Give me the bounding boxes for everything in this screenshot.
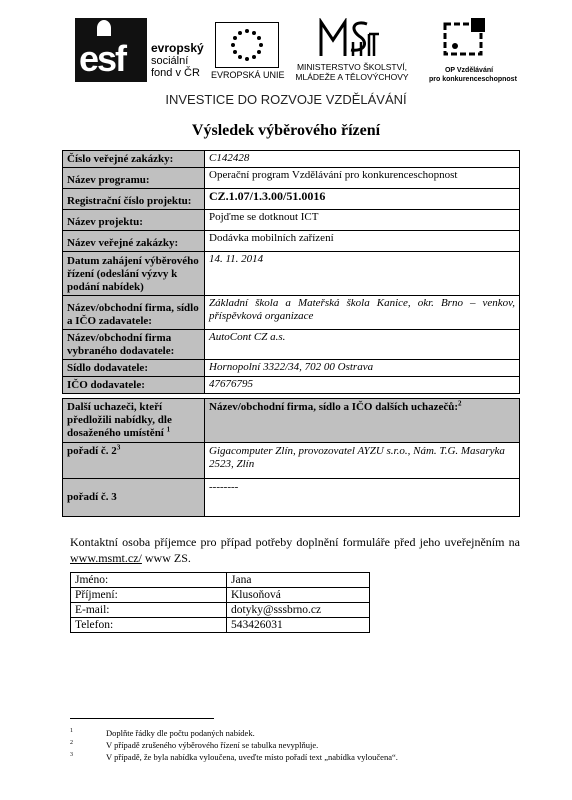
row-value: AutoCont CZ a.s.: [205, 330, 520, 360]
footnote-ref: 1: [166, 425, 171, 434]
table-row: [63, 252, 520, 296]
row-value: 47676795: [205, 377, 520, 394]
table-row: [71, 588, 370, 603]
logo-bar: [75, 18, 517, 88]
row-label: Název veřejné zakázky:: [63, 231, 205, 252]
row-label: Číslo veřejné zakázky:: [63, 151, 205, 168]
row-label: Název/obchodní firma vybraného dodavatele:: [63, 330, 205, 360]
esf-logo-text: esf: [79, 38, 126, 79]
row-value: Hornopolní 3322/34, 702 00 Ostrava: [205, 360, 520, 377]
contact-value: 543426031: [227, 618, 370, 633]
eu-stars-icon: [215, 22, 279, 68]
table-header-row: [63, 399, 520, 443]
msmt-caption: MINISTERSTVO ŠKOLSTVÍ, MLÁDEŽE A TĚLOVÝCHOVY: [295, 62, 409, 82]
table-row: [63, 377, 520, 394]
table-row: [63, 296, 520, 330]
table-row: [63, 151, 520, 168]
row-value: 14. 11. 2014: [205, 252, 520, 296]
contact-value: Jana: [227, 573, 370, 588]
op-logo: [429, 18, 517, 88]
esf-logo-caption: evropský sociální fond v ČR: [151, 41, 204, 79]
msmt-link[interactable]: www.msmt.cz/: [70, 551, 142, 565]
row-label: Název projektu:: [63, 210, 205, 231]
contact-key: Telefon:: [71, 618, 227, 633]
investment-banner: INVESTICE DO ROZVOJE VZDĚLÁVÁNÍ: [165, 92, 407, 107]
contact-value: dotyky@sssbrno.cz: [227, 603, 370, 618]
table-row: [63, 210, 520, 231]
document-title: Výsledek výběrového řízení: [191, 122, 381, 139]
row-label: Název/obchodní firma, sídlo a IČO zadavatele:: [63, 296, 205, 330]
row-label: Registrační číslo projektu:: [63, 189, 205, 210]
row-value: C142428: [205, 151, 520, 168]
table-row: [71, 603, 370, 618]
table-row: [71, 618, 370, 633]
other-bidders-table: [62, 398, 520, 517]
table-row: [63, 330, 520, 360]
row-value: Dodávka mobilních zařízení: [205, 231, 520, 252]
row-value: CZ.1.07/1.3.00/51.0016: [205, 189, 520, 210]
row-value: --------: [205, 479, 520, 517]
op-mark-icon: [441, 18, 487, 58]
other-right-header: Název/obchodní firma, sídlo a IČO dalších uchazečů:$^2$: [205, 399, 520, 443]
tender-info-table: [62, 150, 520, 394]
esf-figure-icon: [97, 20, 111, 36]
table-row: [63, 189, 520, 210]
eu-caption: EVROPSKÁ UNIE: [211, 70, 285, 80]
table-row: [63, 479, 520, 517]
row-label: IČO dodavatele:: [63, 377, 205, 394]
row-label: Název programu:: [63, 168, 205, 189]
table-row: [63, 360, 520, 377]
other-left-header: Další uchazeči, kteří předložili nabídky, dle dosaženého umístění $^1$: [63, 399, 205, 443]
contact-note: Kontaktní osoba příjemce pro případ potřeby doplnění formuláře před jeho uveřejněním na www.msmt.cz/ www ZS.: [70, 535, 520, 565]
eu-logo: [211, 18, 283, 84]
row-value: Pojďme se dotknout ICT: [205, 210, 520, 231]
table-row: [63, 168, 520, 189]
row-label: pořadí č. $2^3$: [63, 443, 205, 479]
footnote-ref: 2: [458, 399, 462, 408]
row-value: Základní škola a Mateřská škola Kanice, okr. Brno – venkov, příspěvková organizace: [205, 296, 520, 330]
esf-logo: [75, 18, 204, 84]
row-value: Operační program Vzdělávání pro konkurenceschopnost: [205, 168, 520, 189]
contact-table: [70, 572, 370, 633]
footnote-ref: 3: [116, 443, 121, 452]
row-label: pořadí č. 3: [63, 479, 205, 517]
contact-key: Jméno:: [71, 573, 227, 588]
contact-key: E-mail:: [71, 603, 227, 618]
row-label: Datum zahájení výběrového řízení (odeslání výzvy k podání nabídek): [63, 252, 205, 296]
table-row: [63, 231, 520, 252]
row-value: Gigacomputer Zlín, provozovatel AYZU s.r.o., Nám. T.G. Masaryka 2523, Zlín: [205, 443, 520, 479]
contact-key: Příjmení:: [71, 588, 227, 603]
row-label: Sídlo dodavatele:: [63, 360, 205, 377]
footnote-divider: [70, 718, 214, 719]
msmt-logo: [293, 18, 411, 84]
op-caption: OP Vzdělávání pro konkurenceschopnost: [429, 67, 517, 83]
contact-value: Klusoňová: [227, 588, 370, 603]
msmt-mark-icon: [319, 18, 381, 58]
table-row: [63, 443, 520, 479]
table-row: [71, 573, 370, 588]
